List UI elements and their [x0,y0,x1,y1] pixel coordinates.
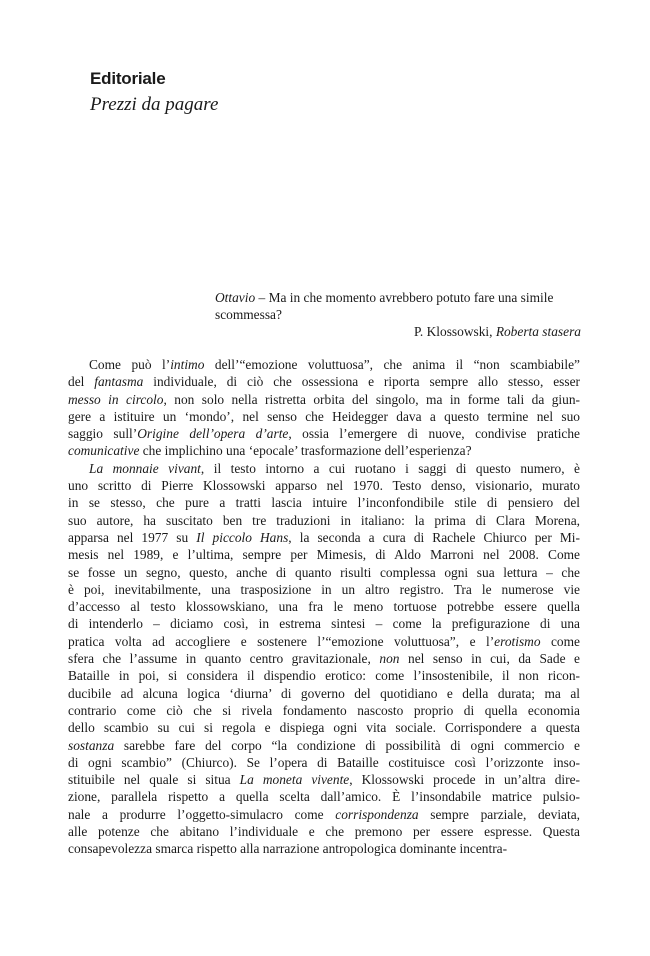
text-line [68,788,580,805]
text-run: di ogni scambio” (Chiurco). Se l’opera di Bataille costituisce così l’orizzonte inso- [68,754,580,770]
text-run: Come può l’ [89,357,171,372]
text-line [68,356,580,373]
text-run: suo autore, ha suscitato ben tre traduzioni in italiano: la prima di Clara Morena, [68,512,580,528]
text-run: , ossia l’emergere di nuove, condivise pratiche [288,426,580,442]
text-run: , il testo intorno a cui ruotano i saggi di questo numero, è [200,460,580,476]
text-run: che implichino una ‘epocale’ trasformazione dell’esperienza? [139,443,472,459]
text-run: zione, parallela rispetto a quella scelta dall’amico. È l’insondabile matrice pulsio- [68,789,580,805]
text-line [68,391,580,408]
text-run: stituibile nel quale si situa [68,772,240,788]
text-run: alle potenze che abitano l’individuale e che premono per essere espresse. Questa [68,824,580,840]
text-line [68,564,580,581]
text-line [68,737,580,754]
text-run: in se stesso, che pure a tratti lascia intuire l’inconfondibile stile di pensiero del [68,495,580,511]
text-run: del [68,374,95,390]
epigraph-author: P. Klossowski, [413,324,496,339]
text-run: apparsa nel 1977 su [68,529,197,545]
text-line [68,442,580,459]
emphasis: La monnaie vivant [89,460,201,476]
text-line [68,529,580,546]
text-line [68,494,580,511]
text-run: , Klossowski procede in un’altra dire- [349,772,581,788]
text-line [68,512,580,529]
epigraph-line-2: scommessa? [215,306,282,322]
text-line [68,460,580,477]
text-run: dello scambio su cui si regola e dispiega ogni vita sociale. Corrispondere a questa [68,720,580,736]
epigraph-quote [215,290,581,323]
emphasis: erotismo [494,633,541,649]
text-run: nale a produrre l’oggetto-simulacro come [68,806,336,822]
text-line [68,823,580,840]
text-line [68,408,580,425]
epigraph-speaker: Ottavio [215,290,256,305]
text-line [68,754,580,771]
text-run: , la seconda a cura di Rachele Chiurco per Mi- [288,529,580,545]
text-run: ducibile ad alcuna logica ‘diurna’ di governo del quotidiano e della durata; ma al [68,685,580,701]
text-run: pratica volta ad accogliere e sostenere l’“emozione voluttuosa”, e l’ [68,633,495,649]
emphasis: fantasma [94,374,144,390]
emphasis: comunicative [68,443,140,459]
text-line [68,806,580,823]
section-label: Editoriale [90,69,166,88]
text-run: individuale, di ciò che ossessiona e riporta sempre allo stesso, esser [143,374,580,390]
text-line [68,425,580,442]
emphasis: corrispondenza [335,806,419,822]
text-line [68,581,580,598]
text-run: come [540,633,580,649]
emphasis: Il piccolo Hans [196,529,289,545]
epigraph-work: Roberta stasera [495,324,581,339]
text-line [68,685,580,702]
text-run: dell’“emozione voluttuosa”, che anima il “non scambiabile” [204,357,581,372]
text-line [68,667,580,684]
text-run: saggio sull’ [68,426,138,442]
text-line [68,477,580,494]
text-run: consapevolezza smarca rispetto alla narrazione antropologica dominante incentra- [68,841,508,857]
text-run: nel senso in cui, da Sade e [399,651,580,667]
epigraph [215,290,581,341]
text-line [68,598,580,615]
text-run: sarebbe fare del corpo “la condizione di possibilità di ogni commercio e [114,737,580,753]
emphasis: intimo [170,357,205,372]
emphasis: Origine dell’opera d’arte [137,426,289,442]
editorial-header [90,68,218,117]
text-line [68,633,580,650]
emphasis: sostanza [68,737,115,753]
text-run: sempre parziale, deviata, [418,806,580,822]
editorial-title: Prezzi da pagare [90,94,219,115]
text-line [68,771,580,788]
text-run: contrario come ciò che si rivela fondamento nascosto proprio di quella economia [68,702,580,718]
emphasis: non [379,651,400,667]
paragraph-1 [68,356,580,460]
text-line [68,840,580,857]
text-run: uno scritto di Pierre Klossowski apparso nel 1970. Testo denso, visionario, murato [68,478,580,494]
text-run: d’accesso al testo klossowskiano, una fra le meno tortuose potrebbe essere quella [68,599,580,615]
epigraph-attribution [215,324,581,341]
text-run: mesis nel 1989, e l’ultima, sempre per Mimesis, di Aldo Marroni nel 2008. Come [68,547,580,563]
text-line [68,702,580,719]
emphasis: La moneta vivente [239,772,350,788]
emphasis: messo in circolo [68,391,164,407]
text-line [68,650,580,667]
text-line [68,719,580,736]
text-run: di intenderlo – diciamo così, in estrema sintesi – come la prefigurazione di una [68,616,580,632]
text-run: , non solo nella ristretta orbita del singolo, ma in forme tali da giun- [163,391,580,407]
text-run: è poi, inevitabilmente, una trasposizione in un altro registro. Tra le numerose vie [68,581,580,597]
text-line [68,615,580,632]
epigraph-line-1: – Ma in che momento avrebbero potuto fare una simile [255,290,554,305]
text-run: se fosse un segno, questo, anche di quanto risulti complessa ogni sua lettura – che [68,564,580,580]
text-line [68,546,580,563]
body-text [68,356,580,858]
text-line [68,373,580,390]
text-run: gere a istituire un ‘mondo’, nel senso che Heidegger dava a questo termine nel suo [68,408,580,424]
text-run: Bataille in poi, si considera il dispendio erotico: come l’insostenibile, il non ricon- [68,668,580,684]
paragraph-2 [68,460,580,858]
text-run: sfera che l’assume in quanto centro gravitazionale, [68,651,380,667]
